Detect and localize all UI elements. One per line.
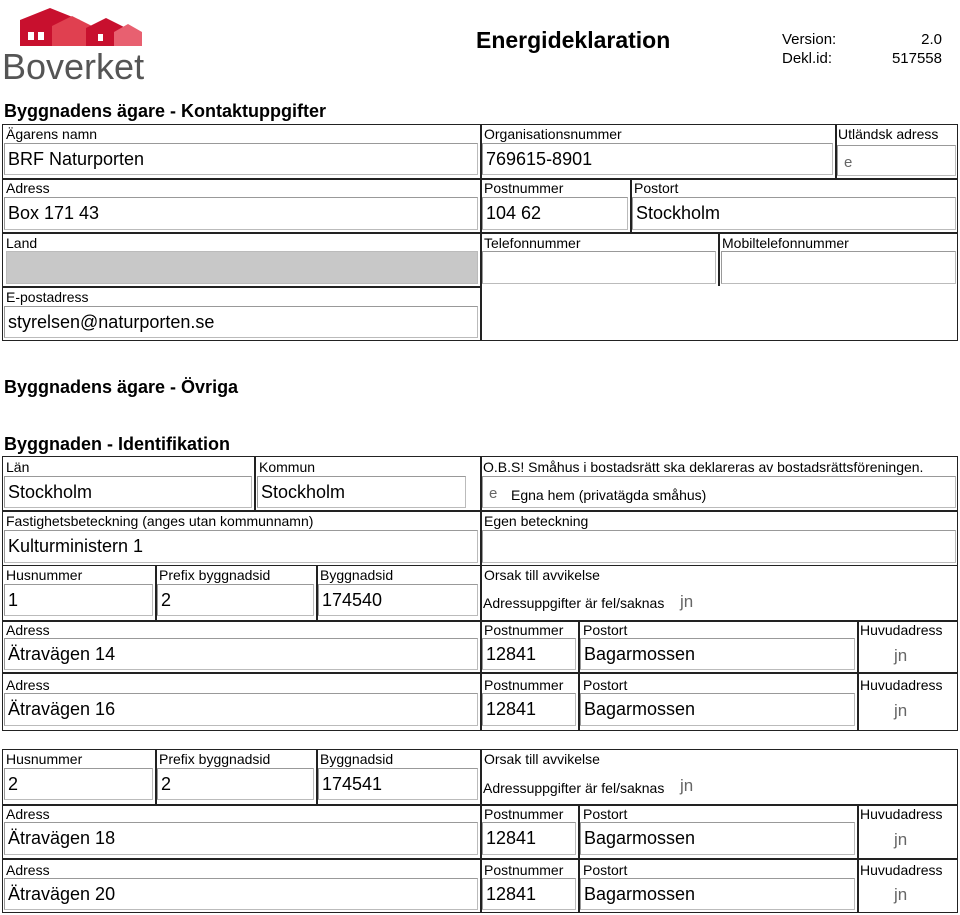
postort-field[interactable]: Bagarmossen xyxy=(580,638,855,670)
fastighet-field[interactable]: Kulturministern 1 xyxy=(4,530,478,563)
husnummer-label: Husnummer xyxy=(6,751,83,767)
page-title: Energideklaration xyxy=(476,27,671,53)
lan-field[interactable]: Stockholm xyxy=(4,476,252,508)
egna-hem-row[interactable] xyxy=(482,476,956,508)
huvudadress-checkbox[interactable]: jn xyxy=(894,830,908,849)
mobile-field[interactable] xyxy=(721,251,956,284)
byggnadsid-field[interactable]: 174540 xyxy=(318,584,478,616)
huvudadress-label: Huvudadress xyxy=(860,862,943,878)
huvudadress-label: Huvudadress xyxy=(860,622,943,638)
address-field[interactable]: Box 171 43 xyxy=(4,197,478,230)
postort-label: Postort xyxy=(583,622,628,638)
boverket-logo xyxy=(2,4,152,87)
adress-label: Adress xyxy=(6,862,50,878)
huvudadress-label: Huvudadress xyxy=(860,677,943,693)
postort-field[interactable]: Stockholm xyxy=(632,197,956,230)
adress-label: Adress xyxy=(6,806,50,822)
checkbox-glyph: e xyxy=(844,154,853,171)
byggnadsid-field[interactable]: 174541 xyxy=(318,768,478,800)
dekl-label: Dekl.id: xyxy=(782,50,833,67)
postnr-label: Postnummer xyxy=(484,622,564,638)
mobile-label: Mobiltelefonnummer xyxy=(722,235,849,251)
address-label: Adress xyxy=(6,180,50,196)
postnr-label: Postnummer xyxy=(484,862,564,878)
huvudadress-checkbox[interactable]: jn xyxy=(894,701,908,720)
dekl-value: 517558 xyxy=(891,50,942,67)
adress-field[interactable]: Ätravägen 20 xyxy=(4,878,478,910)
postort-label: Postort xyxy=(583,677,628,693)
byggnadsid-label: Byggnadsid xyxy=(320,567,394,583)
email-label: E-postadress xyxy=(6,289,89,305)
owner-contact-title: Byggnadens ägare - Kontaktuppgifter xyxy=(4,101,327,121)
postnr-label: Postnummer xyxy=(484,806,564,822)
owner-name-label: Ägarens namn xyxy=(6,126,98,142)
husnummer-field[interactable]: 2 xyxy=(4,768,153,800)
orsak-checkbox[interactable]: jn xyxy=(680,776,694,795)
adress-label: Adress xyxy=(6,622,50,638)
kommun-field[interactable]: Stockholm xyxy=(257,476,466,508)
orsak-label: Orsak till avvikelse xyxy=(484,567,600,583)
orsak-value: Adressuppgifter är fel/saknas xyxy=(483,595,665,611)
postnr-field[interactable]: 104 62 xyxy=(482,197,628,230)
foreign-address-checkbox[interactable] xyxy=(837,145,956,176)
adress-field[interactable]: Ätravägen 16 xyxy=(4,693,478,726)
adress-field[interactable]: Ätravägen 18 xyxy=(4,822,478,855)
egna-hem-checkbox[interactable]: e xyxy=(489,485,498,502)
postnr-field[interactable]: 12841 xyxy=(482,822,576,855)
postnr-label: Postnummer xyxy=(484,180,564,196)
org-number-field[interactable]: 769615-8901 xyxy=(482,143,833,175)
fastighet-label: Fastighetsbeteckning (anges utan kommunnamn) xyxy=(6,513,314,529)
husnummer-label: Husnummer xyxy=(6,567,83,583)
husnummer-field[interactable]: 1 xyxy=(4,584,153,616)
egen-beteckning-field[interactable] xyxy=(482,530,956,563)
orsak-checkbox[interactable]: jn xyxy=(680,592,694,611)
prefix-label: Prefix byggnadsid xyxy=(159,751,271,767)
postnr-label: Postnummer xyxy=(484,677,564,693)
postnr-field[interactable]: 12841 xyxy=(482,693,576,726)
version-value: 2.0 xyxy=(921,31,942,48)
prefix-field[interactable]: 2 xyxy=(157,584,314,616)
org-number-label: Organisationsnummer xyxy=(484,126,622,142)
postnr-field[interactable]: 12841 xyxy=(482,638,576,670)
byggnadsid-label: Byggnadsid xyxy=(320,751,394,767)
lan-label: Län xyxy=(6,459,30,475)
land-field[interactable] xyxy=(6,251,478,284)
postort-field[interactable]: Bagarmossen xyxy=(580,822,855,855)
orsak-label: Orsak till avvikelse xyxy=(484,751,600,767)
adress-label: Adress xyxy=(6,677,50,693)
logo-houses-icon xyxy=(2,4,152,52)
adress-field[interactable]: Ätravägen 14 xyxy=(4,638,478,670)
obs-notice: O.B.S! Småhus i bostadsrätt ska deklareras av bostadsrättsföreningen. xyxy=(483,459,924,475)
egna-hem-label: Egna hem (privatägda småhus) xyxy=(511,487,707,503)
postort-field[interactable]: Bagarmossen xyxy=(580,693,855,726)
version-label: Version: xyxy=(782,31,837,48)
prefix-field[interactable]: 2 xyxy=(157,768,314,800)
postort-label: Postort xyxy=(634,180,679,196)
huvudadress-checkbox[interactable]: jn xyxy=(894,885,908,904)
postort-label: Postort xyxy=(583,862,628,878)
huvudadress-checkbox[interactable]: jn xyxy=(894,646,908,665)
postort-field[interactable]: Bagarmossen xyxy=(580,878,855,910)
identification-title: Byggnaden - Identifikation xyxy=(4,434,231,454)
owner-other-title: Byggnadens ägare - Övriga xyxy=(4,377,239,397)
postnr-field[interactable]: 12841 xyxy=(482,878,576,910)
huvudadress-label: Huvudadress xyxy=(860,806,943,822)
phone-field[interactable] xyxy=(482,251,716,284)
postort-label: Postort xyxy=(583,806,628,822)
phone-label: Telefonnummer xyxy=(484,235,581,251)
email-field[interactable]: styrelsen@naturporten.se xyxy=(4,306,478,338)
prefix-label: Prefix byggnadsid xyxy=(159,567,271,583)
orsak-value: Adressuppgifter är fel/saknas xyxy=(483,780,665,796)
owner-name-field[interactable]: BRF Naturporten xyxy=(4,143,478,175)
land-label: Land xyxy=(6,235,38,251)
logo-text: Boverket xyxy=(2,46,145,87)
kommun-label: Kommun xyxy=(259,459,316,475)
foreign-address-label: Utländsk adress xyxy=(838,126,939,142)
egen-beteckning-label: Egen beteckning xyxy=(484,513,589,529)
